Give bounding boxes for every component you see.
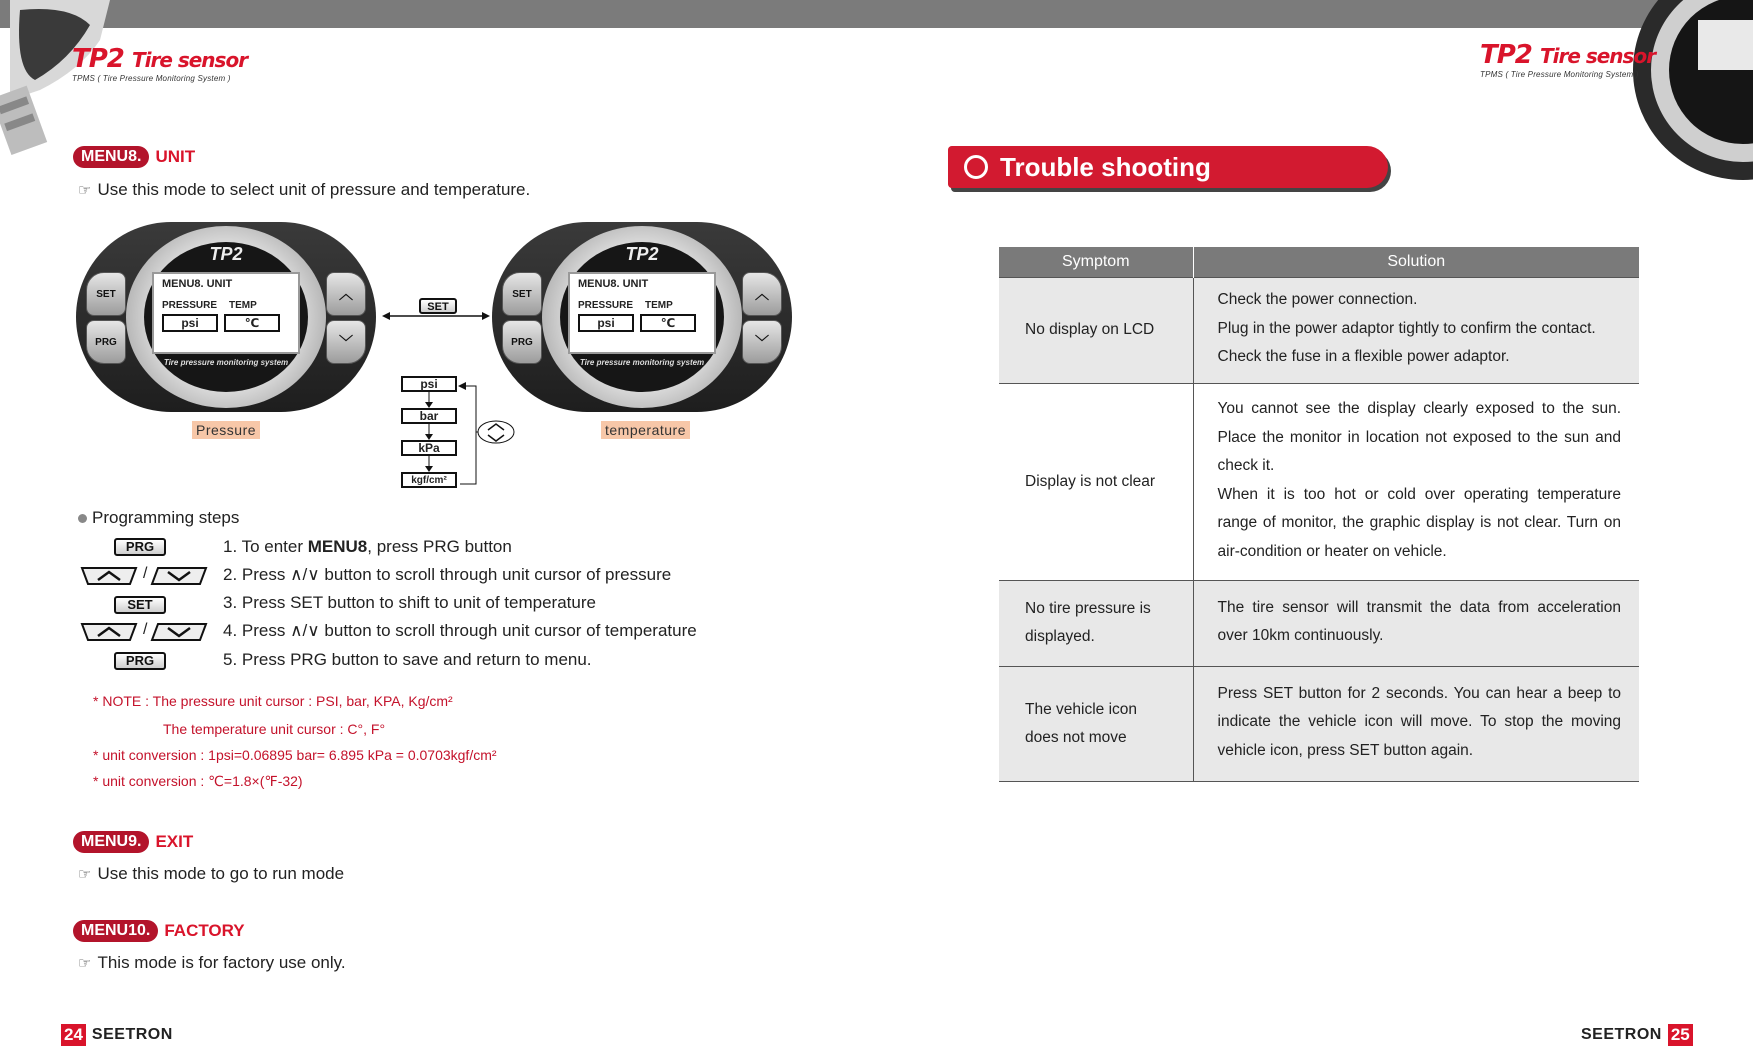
device-set-button: SET bbox=[86, 272, 126, 316]
unit-cycle-arrows bbox=[420, 380, 520, 490]
note-unit-conversion-pressure: * unit conversion : 1psi=0.06895 bar= 6.895 kPa = 0.0703kgf/cm² bbox=[93, 747, 497, 763]
menu8-title: UNIT bbox=[155, 147, 196, 166]
solution-cell: The tire sensor will transmit the data from acceleration over 10km continuously. bbox=[1193, 580, 1639, 666]
footer-left bbox=[61, 1024, 173, 1046]
prg-button-icon: PRG bbox=[114, 538, 166, 556]
menu10-title: FACTORY bbox=[164, 921, 245, 940]
device-lcd-screen: MENU8. UNIT PRESSURE TEMP psi ℃ bbox=[152, 272, 300, 354]
pressure-label: Pressure bbox=[192, 421, 260, 439]
set-button-icon: SET bbox=[114, 596, 166, 614]
table-row bbox=[999, 666, 1639, 781]
solution-cell: Press SET button for 2 seconds. You can hear a beep to indicate the vehicle icon will move. To stop the moving vehicle icon, press SET button again. bbox=[1193, 666, 1639, 781]
footer-right bbox=[1581, 1024, 1693, 1046]
unit-kgf-cm2: kgf/cm² bbox=[401, 472, 457, 488]
temperature-label: temperature bbox=[601, 421, 690, 439]
note-temperature-units: The temperature unit cursor : C°, F° bbox=[163, 721, 386, 737]
down-button-icon bbox=[150, 566, 208, 586]
monitor-image bbox=[1603, 0, 1753, 185]
device-up-button: ︿ bbox=[742, 272, 782, 316]
menu9-badge: MENU9. bbox=[73, 831, 149, 853]
tp2-logo-right: TP2 Tire sensor TPMS ( Tire Pressure Monitoring System ) bbox=[1480, 40, 1656, 79]
symptom-cell: The vehicle icon does not move bbox=[999, 666, 1193, 781]
seetron-brand-right: SEETRON bbox=[1581, 1026, 1662, 1043]
symptom-cell: No display on LCD bbox=[999, 277, 1193, 383]
slash-separator: / bbox=[143, 565, 148, 582]
device-prg-button: PRG bbox=[86, 320, 126, 364]
monitor-device-temperature: TP2 SET PRG ︿ ﹀ MENU8. UNIT PRESSURE TEMP psi ℃ Tire pressure monitoring system bbox=[492, 222, 792, 412]
step-5: 5. Press PRG button to save and return to menu. bbox=[223, 650, 592, 669]
solution-cell: You cannot see the display clearly exposed to the sun. Place the monitor in location not exposed to the sun and check it. When it is too hot or cold over operating temperature range of monitor, the graphic display is not clear. Turn on air-condition or heater on vehicle. bbox=[1193, 383, 1639, 580]
table-row bbox=[999, 277, 1639, 383]
tp2-logo-left: TP2 Tire sensor TPMS ( Tire Pressure Monitoring System ) bbox=[72, 44, 248, 83]
step-1: 1. To enter MENU8, press PRG button bbox=[223, 537, 512, 556]
device-lcd-screen: MENU8. UNIT PRESSURE TEMP psi ℃ bbox=[568, 272, 716, 354]
trouble-shooting-title: Trouble shooting bbox=[1000, 151, 1211, 182]
trouble-shooting-header bbox=[948, 146, 1388, 188]
header-solution: Solution bbox=[1193, 247, 1639, 277]
unit-psi: psi bbox=[401, 376, 457, 392]
table-row bbox=[999, 580, 1639, 666]
up-button-icon bbox=[80, 566, 138, 586]
header-symptom: Symptom bbox=[999, 247, 1193, 277]
menu8-description-line: ☞ Use this mode to select unit of pressure and temperature. bbox=[78, 180, 531, 199]
device-prg-button: PRG bbox=[502, 320, 542, 364]
slash-separator: / bbox=[143, 621, 148, 638]
circle-icon bbox=[964, 155, 988, 179]
device-set-button: SET bbox=[502, 272, 542, 316]
menu9-title: EXIT bbox=[155, 832, 194, 851]
prg-button-icon: PRG bbox=[114, 652, 166, 670]
menu10-badge: MENU10. bbox=[73, 920, 158, 942]
top-header-bar bbox=[0, 0, 1753, 28]
unit-kpa: kPa bbox=[401, 440, 457, 456]
menu8-badge: MENU8. bbox=[73, 146, 149, 168]
menu10-heading bbox=[73, 920, 245, 942]
step-4: 4. Press ∧/∨ button to scroll through unit cursor of temperature bbox=[223, 621, 697, 640]
pointing-hand-icon: ☞ bbox=[78, 866, 92, 883]
up-button-icon bbox=[80, 622, 138, 642]
step-2: 2. Press ∧/∨ button to scroll through unit cursor of pressure bbox=[223, 565, 672, 584]
bullet-icon bbox=[78, 514, 87, 523]
seetron-brand-left: SEETRON bbox=[91, 1026, 173, 1043]
unit-bar: bar bbox=[401, 408, 457, 424]
note-unit-conversion-temperature: * unit conversion : ℃=1.8×(℉-32) bbox=[93, 773, 303, 789]
table-header-row bbox=[999, 247, 1639, 277]
device-down-button: ﹀ bbox=[326, 320, 366, 364]
step-3: 3. Press SET button to shift to unit of temperature bbox=[223, 593, 596, 612]
page-number-left: 24 bbox=[61, 1024, 86, 1046]
table-row bbox=[999, 383, 1639, 580]
down-button-icon bbox=[150, 622, 208, 642]
menu9-heading bbox=[73, 831, 193, 853]
device-up-button: ︿ bbox=[326, 272, 366, 316]
menu10-description-line: ☞ This mode is for factory use only. bbox=[78, 953, 346, 972]
menu8-heading bbox=[73, 146, 195, 168]
page-number-right: 25 bbox=[1668, 1024, 1693, 1046]
set-button-icon: SET bbox=[419, 298, 457, 314]
trouble-shooting-table bbox=[999, 247, 1639, 782]
symptom-cell: Display is not clear bbox=[999, 383, 1193, 580]
pointing-hand-icon: ☞ bbox=[78, 955, 92, 972]
menu9-description-line: ☞ Use this mode to go to run mode bbox=[78, 864, 345, 883]
solution-cell: Check the power connection. Plug in the power adaptor tightly to confirm the contact. Check the fuse in a flexible power adaptor. bbox=[1193, 277, 1639, 383]
note-pressure-units: * NOTE : The pressure unit cursor : PSI, bar, KPA, Kg/cm² bbox=[93, 693, 453, 709]
device-down-button: ﹀ bbox=[742, 320, 782, 364]
symptom-cell: No tire pressure is displayed. bbox=[999, 580, 1193, 666]
pointing-hand-icon: ☞ bbox=[78, 182, 92, 199]
programming-steps-title: Programming steps bbox=[78, 508, 239, 528]
monitor-device-pressure: TP2 SET PRG ︿ ﹀ MENU8. UNIT PRESSURE TEMP psi ℃ Tire pressure monitoring system bbox=[76, 222, 376, 412]
